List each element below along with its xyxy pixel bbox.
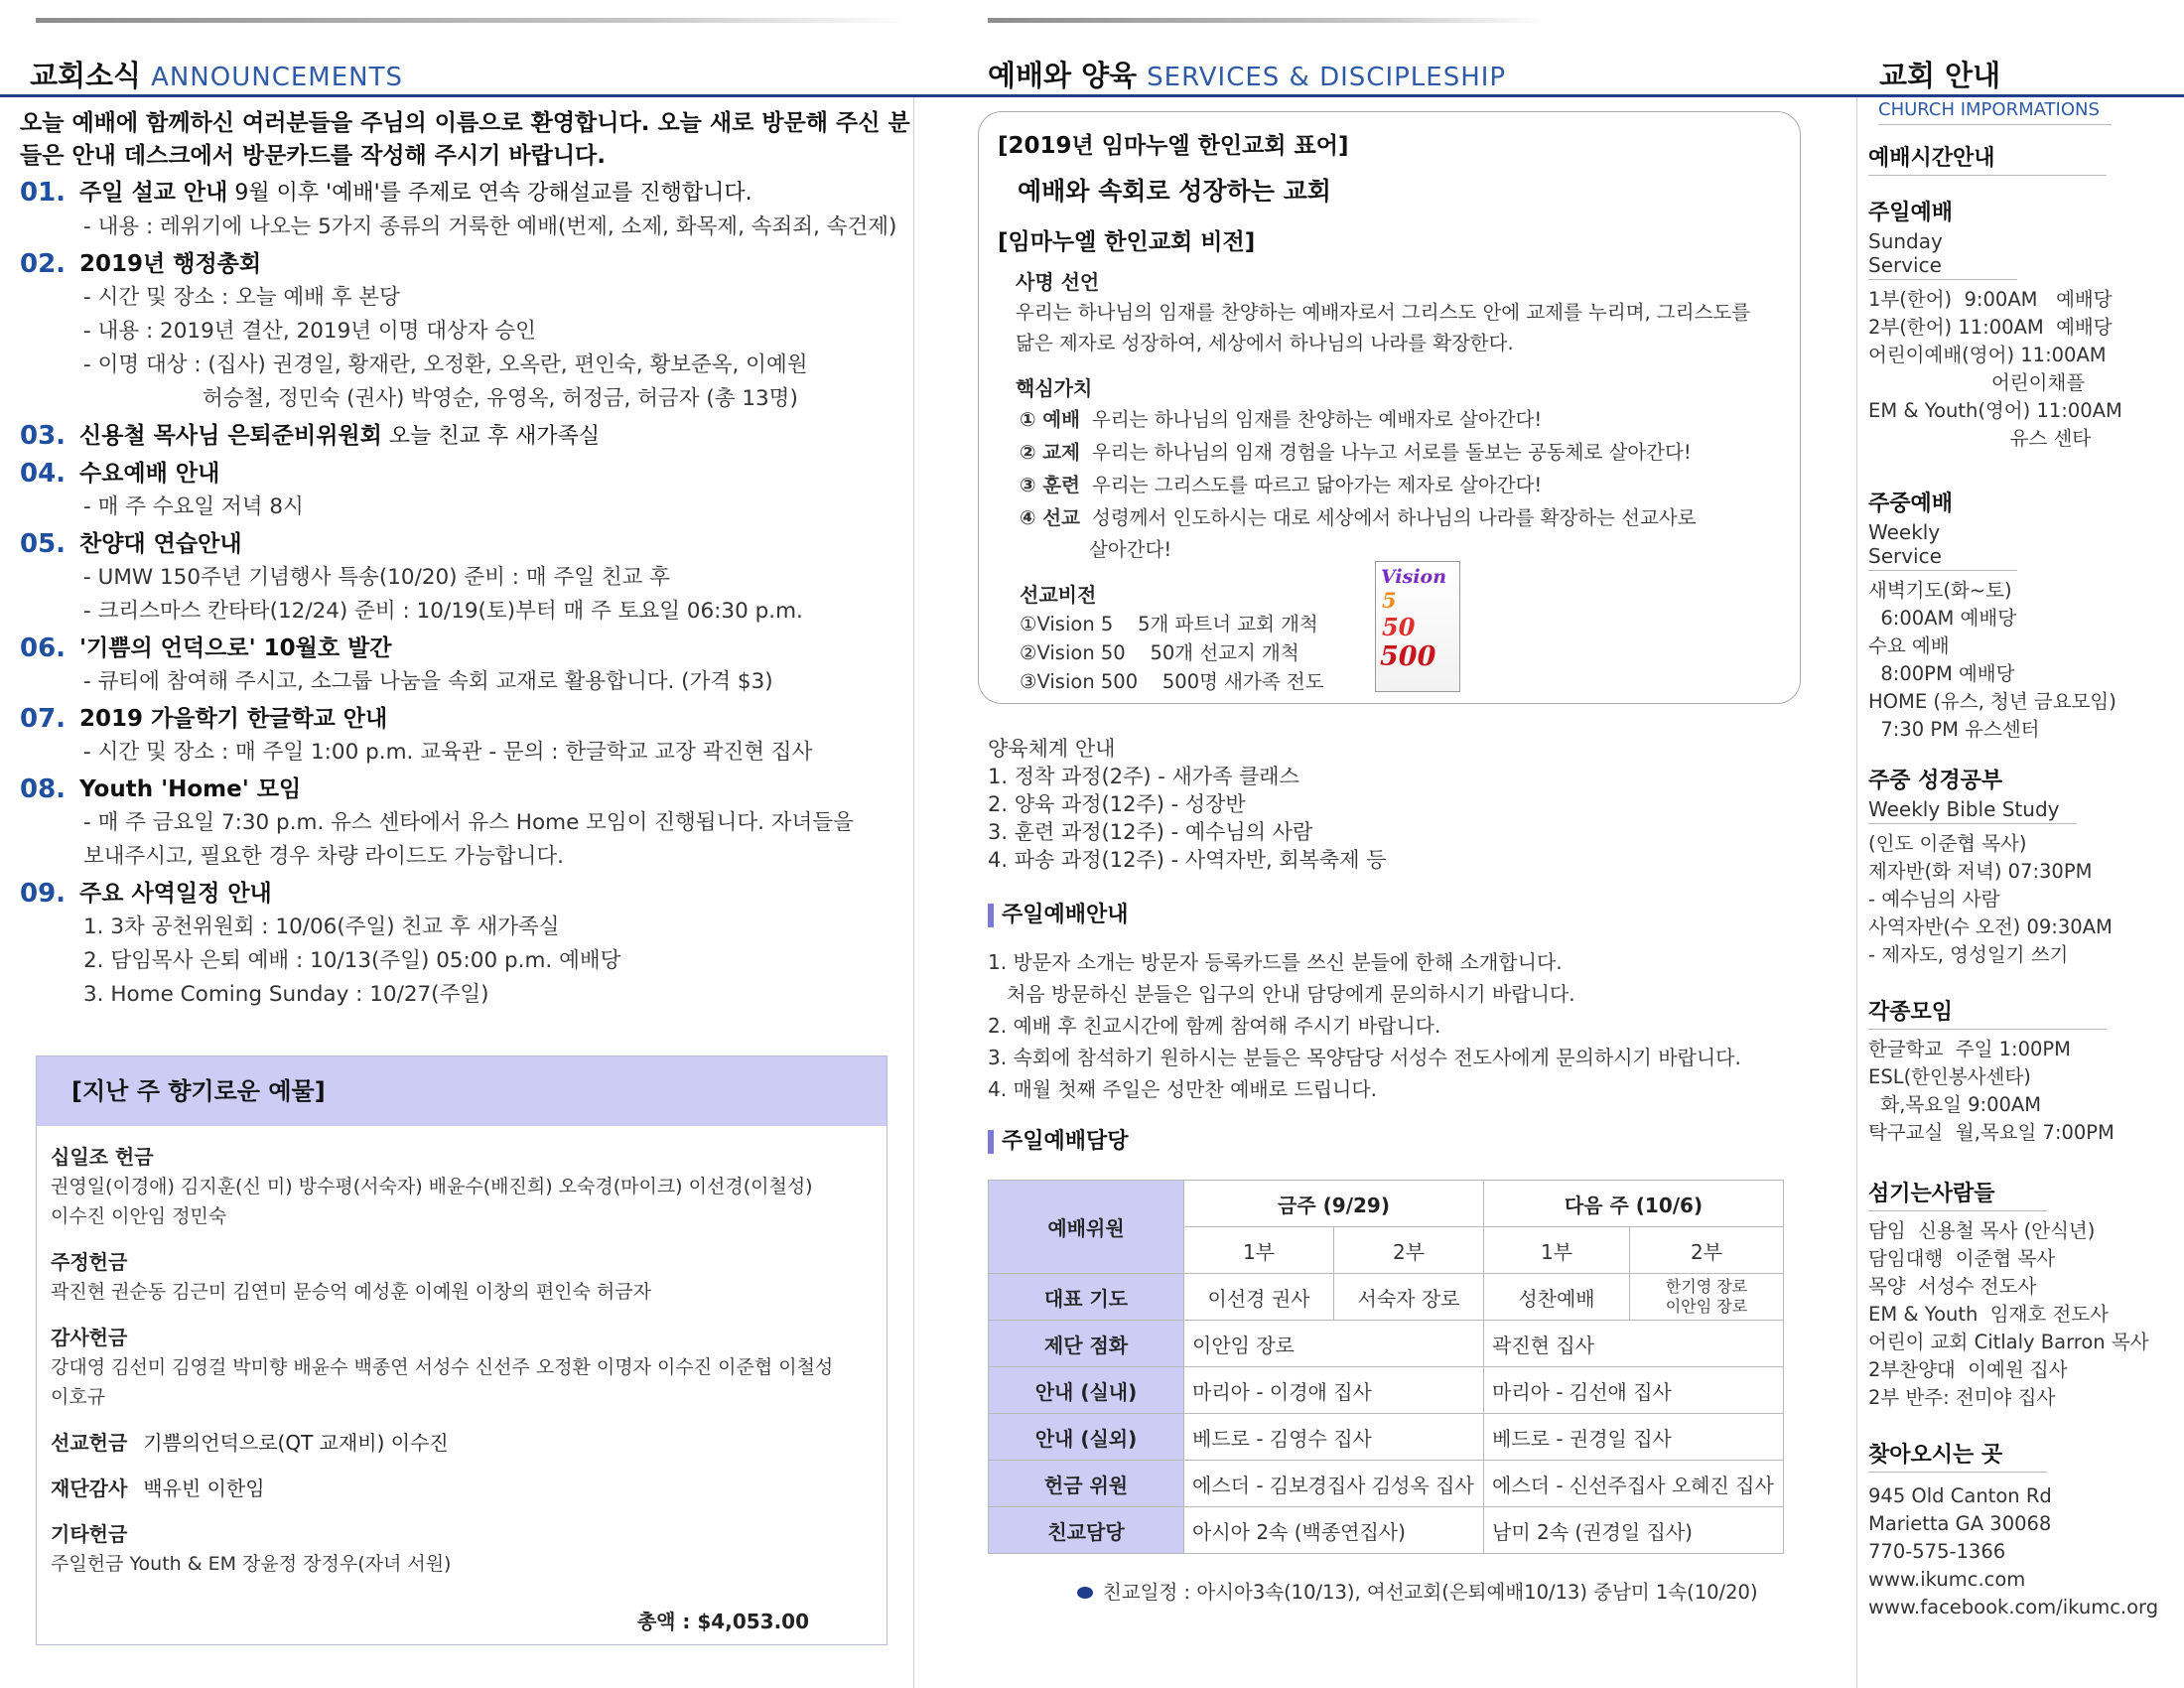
duty-row <box>989 1367 1784 1414</box>
duty-cell: 남미 2속 (권경일 집사) <box>1484 1507 1784 1554</box>
core-value-key: ④ 선교 <box>1020 506 1080 529</box>
next-week-2nd-service: 2부 <box>1629 1227 1783 1274</box>
staff-line: 담임 신용철 목사 (안식년) <box>1868 1219 2096 1242</box>
this-week-1st-service: 1부 <box>1184 1227 1334 1274</box>
announcement-line: - 크리스마스 칸타타(12/24) 준비 : 10/19(토)부터 매 주 토요일 06:30 p.m. <box>83 599 803 624</box>
mission-vision-item: ②Vision 50 50개 선교지 개척 <box>1020 641 1299 664</box>
fellowship-note <box>1077 1577 1758 1605</box>
announcement-number: 05. <box>20 529 67 559</box>
announcement-title: '기쁨의 언덕으로' 10월호 발간 <box>79 635 392 661</box>
announcement-number: 09. <box>20 879 67 909</box>
group-line: 한글학교 주일 1:00PM <box>1868 1038 2071 1060</box>
announcement-item <box>20 527 923 629</box>
announcement-item <box>20 877 923 1012</box>
mission-line: 우리는 하나님의 임재를 찬양하는 예배자로서 그리스도 안에 교제를 누리며, 그리스도를 <box>1016 301 1751 324</box>
announcement-title: 수요예배 안내 <box>79 461 220 487</box>
staff-line: 담임대행 이준협 목사 <box>1868 1247 2056 1270</box>
nurture-item: 3. 훈련 과정(12주) - 예수님의 사람 <box>988 820 1313 844</box>
core-value-item <box>1020 469 1792 501</box>
announcement-title: 주일 설교 안내 9월 이후 '예배'를 주제로 연속 강해설교를 진행합니다. <box>79 180 752 206</box>
announcement-number: 01. <box>20 178 67 208</box>
offering-label: 감사헌금 <box>51 1326 128 1349</box>
staff-line: 2부 반주: 전미야 집사 <box>1868 1386 2056 1409</box>
weekly-service-line: 7:30 PM 유스센터 <box>1868 718 2040 741</box>
announcement-body <box>79 877 923 1012</box>
mission-title: 사명 선언 <box>1016 270 1100 294</box>
announcement-line: 보내주시고, 필요한 경우 차량 라이드도 가능합니다. <box>83 844 564 869</box>
sunday-guide-list <box>988 946 1741 1105</box>
duty-title: 주일예배담당 <box>988 1130 1129 1154</box>
sunday-service-line: 어린이예배(영어) 11:00AM <box>1868 344 2107 366</box>
church-info-column <box>1868 99 2166 1621</box>
bible-study-title: 주중 성경공부 <box>1868 769 2003 793</box>
vision-label: [임마누엘 한인교회 비전] <box>998 229 1256 255</box>
announcement-line: - 시간 및 장소 : 오늘 예배 후 본당 <box>83 285 400 310</box>
announcement-line: - 큐티에 참여해 주시고, 소그룹 나눔을 속회 교재로 활용합니다. (가격 $3) <box>83 669 773 694</box>
offering-names: 강대영 김선미 김영걸 박미향 배윤수 백종연 서성수 신선주 오정환 이명자 이수진 이준협 이철성 <box>51 1356 834 1378</box>
motto: 예배와 속회로 성장하는 교회 <box>1018 177 1331 206</box>
group-line: 화,목요일 9:00AM <box>1868 1093 2042 1116</box>
sunday-guide-item: 2. 예배 후 친교시간에 함께 참여해 주시기 바랍니다. <box>988 1014 1441 1038</box>
core-value-key: ② 교제 <box>1020 441 1080 464</box>
announcement-line: - 시간 및 장소 : 매 주일 1:00 p.m. 교육관 - 문의 : 한글학교 교장 곽진현 집사 <box>83 740 813 765</box>
duty-cell: 에스더 - 김보경집사 김성옥 집사 <box>1184 1461 1484 1507</box>
core-value-item <box>1020 501 1792 534</box>
sunday-guide-item: 처음 방문하신 분들은 입구의 안내 담당에게 문의하시기 바랍니다. <box>988 982 1575 1006</box>
visit-list <box>1868 1482 2166 1621</box>
duty-cell: 에스더 - 신선주집사 오혜진 집사 <box>1484 1461 1784 1507</box>
sunday-service-line: 어린이채플 <box>1868 371 2086 394</box>
core-value-text: 성령께서 인도하시는 대로 세상에서 하나님의 나라를 확장하는 선교사로 <box>1091 506 1697 529</box>
bible-study-list <box>1868 830 2166 969</box>
weekly-service-list <box>1868 577 2166 744</box>
offering-label: 십일조 헌금 <box>51 1145 154 1169</box>
offerings-total: 총액 : $4,053.00 <box>636 1610 809 1633</box>
mission-line: 닮은 제자로 성장하여, 세상에서 하나님의 나라를 확장한다. <box>1016 332 1514 354</box>
visit-line: 770-575-1366 <box>1868 1540 2006 1563</box>
nurture-section <box>988 735 1386 874</box>
staff-line: EM & Youth 임재호 전도사 <box>1868 1303 2109 1326</box>
announcement-number: 08. <box>20 774 67 804</box>
bible-study-line: - 제자도, 영성일기 쓰기 <box>1868 943 2069 966</box>
offering-names: 곽진현 권순동 김근미 김연미 문승억 예성훈 이예원 이창의 편인숙 허금자 <box>51 1281 651 1303</box>
duty-role: 친교담당 <box>989 1507 1184 1554</box>
announcement-line: - 내용 : 2019년 결산, 2019년 이명 대상자 승인 <box>83 319 536 344</box>
group-line: ESL(한인봉사센타) <box>1868 1065 2031 1088</box>
announcement-line: 1. 3차 공천위원회 : 10/06(주일) 친교 후 새가족실 <box>83 914 560 939</box>
announcement-title: 2019년 행정총회 <box>79 251 262 277</box>
offering-section: 재단감사 백유빈 이한임 <box>51 1477 265 1500</box>
announcements-title-en: ANNOUNCEMENTS <box>151 63 403 92</box>
top-bar-right <box>988 18 1544 23</box>
duty-role: 대표 기도 <box>989 1274 1184 1321</box>
core-values-list <box>1020 403 1792 565</box>
sunday-guide-item: 1. 방문자 소개는 방문자 등록카드를 쓰신 분들에 한해 소개합니다. <box>988 950 1563 974</box>
staff-list <box>1868 1217 2166 1412</box>
weekly-service-line: 수요 예배 <box>1868 634 1950 657</box>
duty-table-header <box>989 1181 1784 1227</box>
announcement-desc: 9월 이후 '예배'를 주제로 연속 강해설교를 진행합니다. <box>227 181 752 206</box>
nurture-item: 1. 정착 과정(2주) - 새가족 클래스 <box>988 765 1299 788</box>
announcement-item <box>20 632 923 699</box>
announcement-body <box>79 176 923 244</box>
duty-cell: 마리아 - 김선애 집사 <box>1484 1367 1784 1414</box>
offering-names: 이호규 <box>51 1386 106 1408</box>
bible-study-line: 사역자반(수 오전) 09:30AM <box>1868 915 2113 938</box>
sunday-service-line: 2부(한어) 11:00AM 예배당 <box>1868 316 2113 339</box>
duty-cell-line: 이안임 장로 <box>1665 1297 1748 1316</box>
staff-line: 2부찬양대 이예원 집사 <box>1868 1358 2068 1381</box>
bible-study-line: (인도 이준협 목사) <box>1868 832 2027 855</box>
sunday-guide-item: 4. 매월 첫째 주일은 성만찬 예배로 드립니다. <box>988 1077 1378 1101</box>
mission-statement <box>1016 297 1792 358</box>
duty-row <box>989 1274 1784 1321</box>
core-value-item <box>1020 403 1792 436</box>
announcement-title: 찬양대 연습안내 <box>79 531 242 557</box>
core-value-text: 우리는 하나님의 임재 경험을 나누고 서로를 돌보는 공동체로 살아간다! <box>1091 441 1692 464</box>
announcement-title: 주요 사역일정 안내 <box>79 881 272 907</box>
announcement-body <box>79 773 923 874</box>
offering-names: 주일헌금 Youth & EM 장윤정 장정우(자녀 서원) <box>51 1553 452 1575</box>
announcement-line: 2. 담임목사 은퇴 예배 : 10/13(주일) 05:00 p.m. 예배당 <box>83 948 621 973</box>
welcome-intro: 오늘 예배에 함께하신 여러분들을 주님의 이름으로 환영합니다. 오늘 새로 방문해 주신 분들은 안내 데스크에서 방문카드를 작성해 주시기 바랍니다. <box>20 110 910 169</box>
announcements-header <box>30 54 403 94</box>
announcement-item <box>20 702 923 770</box>
nurture-list <box>988 763 1386 874</box>
duty-role: 제단 점화 <box>989 1321 1184 1367</box>
staff-title: 섬기는사람들 <box>1868 1177 2047 1211</box>
core-value-cont: 살아간다! <box>1089 538 1172 561</box>
weekly-service-line: 8:00PM 예배당 <box>1868 662 2015 685</box>
duty-cell: 서숙자 장로 <box>1334 1274 1484 1321</box>
visit-title: 찾아오시는 곳 <box>1868 1438 2047 1473</box>
core-value-key: ③ 훈련 <box>1020 474 1080 496</box>
bible-study-line: - 예수님의 사람 <box>1868 888 2000 911</box>
mission-vision-item: ①Vision 5 5개 파트너 교회 개척 <box>1020 613 1318 635</box>
announcements-title: 교회소식 <box>30 59 142 92</box>
services-title: 예배와 양육 <box>988 59 1138 92</box>
nurture-item: 4. 파송 과정(12주) - 사역자반, 회복축제 등 <box>988 848 1387 872</box>
motto-label: [2019년 임마누엘 한인교회 표어] <box>998 133 1349 159</box>
offering-names: 기쁨의언덕으로(QT 교재비) 이수진 <box>143 1431 449 1455</box>
announcement-body <box>79 702 923 770</box>
announcement-item <box>20 457 923 524</box>
sunday-service-line: EM & Youth(영어) 11:00AM <box>1868 399 2122 422</box>
weekly-service-en: Weekly Service <box>1868 520 2017 571</box>
announcement-item <box>20 176 923 244</box>
offering-label: 기타헌금 <box>51 1522 128 1546</box>
duty-cell-line: 한기영 장로 <box>1665 1277 1748 1296</box>
announcement-number: 06. <box>20 633 67 663</box>
duty-role: 안내 (실내) <box>989 1367 1184 1414</box>
duty-row <box>989 1321 1784 1367</box>
announcement-line: - UMW 150주년 기념행사 특송(10/20) 준비 : 매 주일 친교 후 <box>83 565 670 590</box>
offering-names: 이수진 이안임 정민숙 <box>51 1205 227 1227</box>
announcement-title: Youth 'Home' 모임 <box>79 776 302 802</box>
duty-cell: 이선경 권사 <box>1184 1274 1334 1321</box>
core-values-title: 핵심가치 <box>1016 376 1093 400</box>
announcement-body <box>79 419 923 454</box>
sunday-service-line: 1부(한어) 9:00AM 예배당 <box>1868 288 2113 311</box>
offering-label: 주정헌금 <box>51 1250 128 1274</box>
duty-cell: 마리아 - 이경애 집사 <box>1184 1367 1484 1414</box>
offerings-title: [지난 주 향기로운 예물] <box>37 1056 887 1126</box>
duty-cell: 베드로 - 권경일 집사 <box>1484 1414 1784 1461</box>
announcement-item <box>20 419 923 454</box>
announcement-line: 허승철, 정민숙 (권사) 박영순, 유영옥, 허정금, 허금자 (총 13명) <box>203 386 798 411</box>
bible-study-line: 제자반(화 저녁) 07:30PM <box>1868 860 2093 883</box>
duty-cell: 베드로 - 김영수 집사 <box>1184 1414 1484 1461</box>
core-value-text: 우리는 그리스도를 따르고 닮아가는 제자로 살아간다! <box>1091 474 1543 496</box>
top-bar-left <box>36 18 909 23</box>
vision-logo-50: 50 <box>1382 613 1416 641</box>
announcement-body <box>79 457 923 524</box>
visit-line: 945 Old Canton Rd <box>1868 1484 2052 1507</box>
duty-cell: 성찬예배 <box>1484 1274 1630 1321</box>
announcement-line: - 이명 대상 : (집사) 권경일, 황재란, 오정환, 오옥란, 편인숙, 황보준옥, 이예원 <box>83 352 808 377</box>
vision-logo-word: Vision <box>1381 566 1447 588</box>
announcement-item <box>20 773 923 874</box>
announcement-title: 신용철 목사님 은퇴준비위원회 오늘 친교 후 새가족실 <box>79 423 601 449</box>
announcement-item <box>20 247 923 416</box>
next-week-1st-service: 1부 <box>1484 1227 1630 1274</box>
duty-table-corner: 예배위원 <box>989 1181 1184 1274</box>
fellowship-note-text: 친교일정 : 아시아3속(10/13), 여선교회(은퇴예배10/13) 중남미 1속(10/20) <box>1103 1581 1758 1604</box>
duty-cell <box>1629 1274 1783 1321</box>
announcements-column <box>20 107 923 1012</box>
announcement-list <box>20 176 923 1012</box>
sunday-guide-item: 3. 속회에 참석하기 원하시는 분들은 목양담당 서성수 전도사에게 문의하시기 바랍니다. <box>988 1046 1741 1069</box>
visit-line: www.facebook.com/ikumc.org <box>1868 1596 2159 1618</box>
duty-role: 헌금 위원 <box>989 1461 1184 1507</box>
announcement-line: - 매 주 수요일 저녁 8시 <box>83 494 304 519</box>
staff-line: 목양 서성수 전도사 <box>1868 1275 2037 1298</box>
announcement-body <box>79 527 923 629</box>
nurture-title: 양육체계 안내 <box>988 737 1116 761</box>
duty-cell: 곽진현 집사 <box>1484 1321 1784 1367</box>
sunday-service-list <box>1868 286 2166 453</box>
duty-row <box>989 1507 1784 1554</box>
offering-section: 선교헌금 기쁨의언덕으로(QT 교재비) 이수진 <box>51 1431 449 1455</box>
duty-table-body <box>989 1274 1784 1554</box>
offering-names: 백유빈 이한임 <box>143 1477 265 1500</box>
services-header <box>988 54 1506 94</box>
announcement-line: - 내용 : 레위기에 나오는 5가지 종류의 거룩한 예배(번제, 소제, 화목제, 속죄죄, 속건제) <box>83 214 897 239</box>
announcement-title: 2019 가을학기 한글학교 안내 <box>79 706 388 732</box>
announcement-number: 04. <box>20 459 67 489</box>
duty-row <box>989 1461 1784 1507</box>
weekly-service-line: 6:00AM 예배당 <box>1868 607 2017 630</box>
core-value-text: 우리는 하나님의 임재를 찬양하는 예배자로 살아간다! <box>1091 408 1543 431</box>
worship-times-title: 예배시간안내 <box>1868 141 2107 176</box>
church-info-title-en: CHURCH IMPORMATIONS <box>1878 99 2112 125</box>
offerings-list <box>37 1142 887 1579</box>
sunday-guide-title: 주일예배안내 <box>988 904 1129 927</box>
weekly-service-line: 새벽기도(화~토) <box>1868 579 2012 602</box>
vision-logo-5: 5 <box>1382 588 1397 613</box>
bullet-dot-icon <box>1077 1587 1093 1599</box>
announcement-line: - 매 주 금요일 7:30 p.m. 유스 센타에서 유스 Home 모임이 진행됩니다. 자녀들을 <box>83 810 854 835</box>
mission-vision-title: 선교비전 <box>1020 583 1097 607</box>
church-info-title: 교회 안내 <box>1879 59 2001 92</box>
offering-names: 권영일(이경애) 김지훈(신 미) 방수평(서숙자) 배윤수(배진희) 오숙경(마이크) 이선경(이철성) <box>51 1176 813 1197</box>
sunday-service-en: Sunday Service <box>1868 229 2017 280</box>
column-divider-2 <box>1856 97 1857 1688</box>
duty-row <box>989 1414 1784 1461</box>
sunday-service-title: 주일예배 <box>1868 201 1954 225</box>
offerings-box <box>36 1055 887 1645</box>
visit-line: www.ikumc.com <box>1868 1568 2026 1591</box>
announcement-body <box>79 632 923 699</box>
group-line: 탁구교실 월,목요일 7:00PM <box>1868 1121 2115 1144</box>
vision-5-50-500-logo <box>1375 561 1460 692</box>
announcement-number: 03. <box>20 421 67 451</box>
duty-table <box>988 1180 1784 1554</box>
staff-line: 어린이 교회 Citlaly Barron 목사 <box>1868 1331 2149 1353</box>
groups-title: 각종모임 <box>1868 995 2107 1030</box>
weekly-service-line: HOME (유스, 청년 금요모임) <box>1868 690 2116 713</box>
nurture-item: 2. 양육 과정(12주) - 성장반 <box>988 792 1246 816</box>
groups-list <box>1868 1036 2166 1147</box>
vision-logo-500: 500 <box>1380 641 1436 672</box>
announcement-body <box>79 247 923 416</box>
duty-cell: 아시아 2속 (백종연집사) <box>1184 1507 1484 1554</box>
bible-study-en: Weekly Bible Study <box>1868 797 2077 824</box>
duty-role: 안내 (실외) <box>989 1414 1184 1461</box>
duty-cell: 이안임 장로 <box>1184 1321 1484 1367</box>
this-week-2nd-service: 2부 <box>1334 1227 1484 1274</box>
core-value-key: ① 예배 <box>1020 408 1080 431</box>
announcement-desc: 오늘 친교 후 새가족실 <box>381 424 601 449</box>
visit-line: Marietta GA 30068 <box>1868 1512 2052 1535</box>
next-week-header: 다음 주 (10/6) <box>1484 1181 1784 1227</box>
announcement-number: 02. <box>20 249 67 279</box>
announcement-line: 3. Home Coming Sunday : 10/27(주일) <box>83 982 489 1007</box>
this-week-header: 금주 (9/29) <box>1184 1181 1484 1227</box>
weekly-service-title: 주중예배 <box>1868 492 1954 516</box>
announcement-number: 07. <box>20 704 67 734</box>
sunday-service-line: 유스 센타 <box>1868 427 2092 450</box>
core-value-item <box>1020 436 1792 469</box>
services-title-en: SERVICES & DISCIPLESHIP <box>1147 63 1507 92</box>
mission-vision-item: ③Vision 500 500명 새가족 전도 <box>1020 670 1324 693</box>
